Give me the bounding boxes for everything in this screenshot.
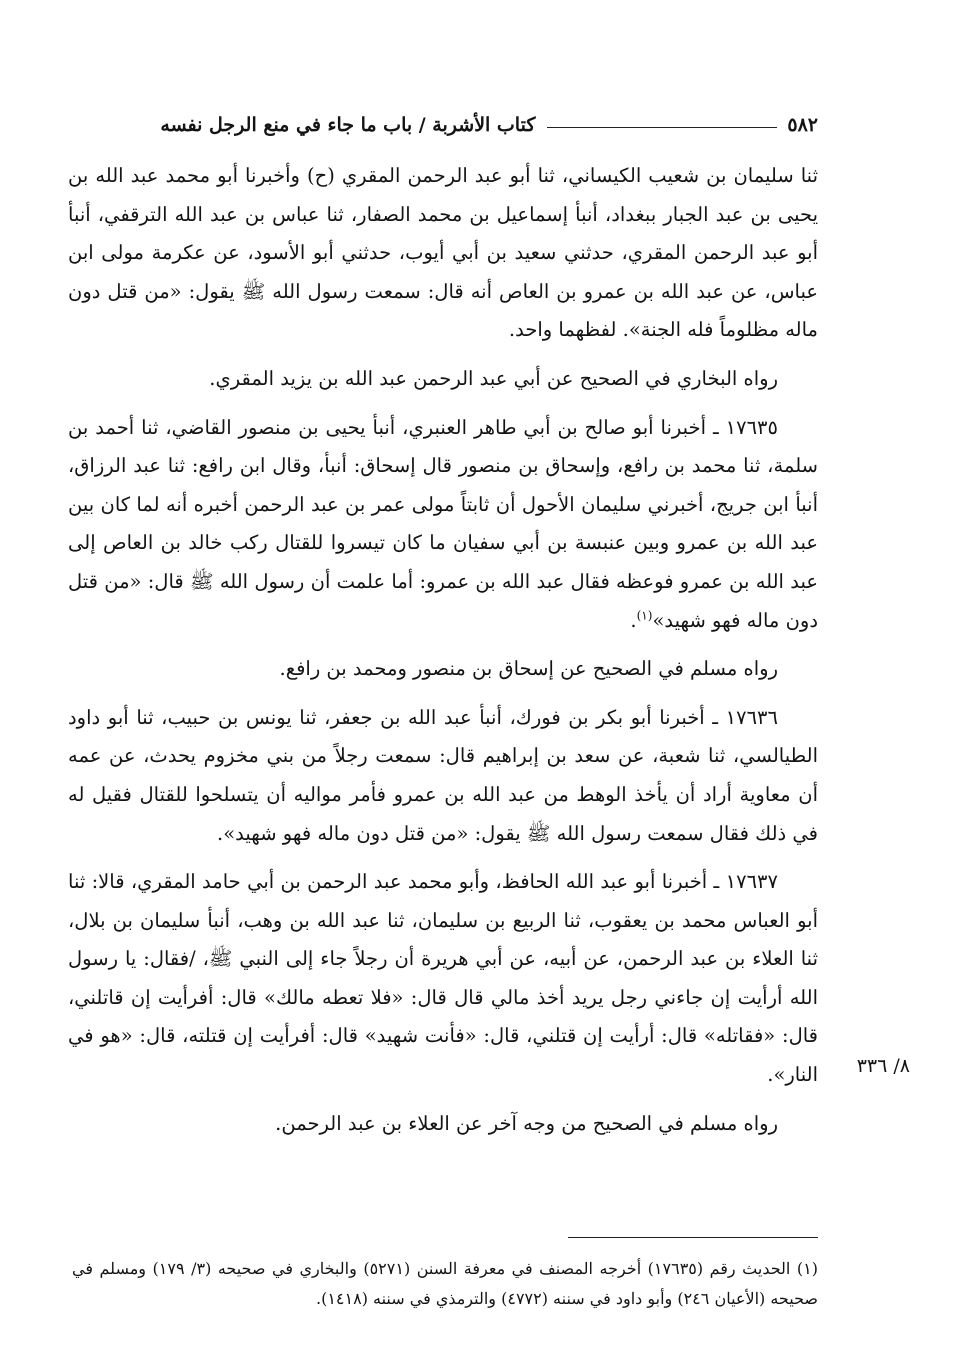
page-number: ٥٨٢ xyxy=(787,114,818,136)
running-title: كتاب الأشربة / باب ما جاء في منع الرجل نفسه xyxy=(160,114,536,136)
margin-reference: ٨/ ٣٣٦ xyxy=(856,1055,910,1077)
paragraph-6: ١٧٦٣٧ ـ أخبرنا أبو عبد الله الحافظ، وأبو محمد عبد الرحمن بن أبي حامد المقري، قالا: ثنا أبو العباس محمد بن يعقوب، ثنا الربيع بن سليمان، ثنا عبد الله بن وهب، أنبأ سليمان بن بلال، ثنا العلاء بن عبد الرحمن، عن أبيه، عن أبي هريرة أن رجلاً جاء إلى النبي ﷺ، /فقال: يا رسول الله أرأيت إن جاءني رجل يريد أخذ مالي قال قال: «فلا تعطه مالك» قال: أفرأيت إن قاتلني، قال: «فقاتله» قال: أرأيت إن قتلني، قال: «فأنت شهيد» قال: أفرأيت إن قتلته، قال: «هو في النار». xyxy=(68,870,818,1087)
footnote-marker-tail: . xyxy=(630,608,637,632)
header-rule xyxy=(547,127,777,128)
paragraph-4: رواه مسلم في الصحيح عن إسحاق بن منصور ومحمد بن رافع. xyxy=(279,657,778,681)
paragraph-3-text: ١٧٦٣٥ ـ أخبرنا أبو صالح بن أبي طاهر العنبري، أنبأ يحيى بن منصور القاضي، ثنا أحمد بن سلمة، ثنا محمد بن رافع، وإسحاق بن منصور قال إسحاق: أنبأ، وقال ابن رافع: ثنا عبد الرزاق، أنبأ ابن جريج، أخبرني سليمان الأحول أن ثابتاً مولى عمر بن عبد الرحمن أخبره أنه لما كان بين عبد الله بن عمرو وبين عنبسة بن أبي سفيان ما كان تيسروا للقتال ركب خالد بن العاص إلى عبد الله بن عمرو فوعظه فقال عبد الله بن عمرو: أما علمت أن رسول الله ﷺ قال: «من قتل دون ماله فهو شهيد» xyxy=(68,415,818,632)
paragraph-5: ١٧٦٣٦ ـ أخبرنا أبو بكر بن فورك، أنبأ عبد الله بن جعفر، ثنا يونس بن حبيب، ثنا أبو داود الطيالسي، ثنا شعبة، عن سعد بن إبراهيم قال: سمعت رجلاً من بني مخزوم يحدث، عن عمه أن معاوية أراد أن يأخذ الوهط من عبد الله بن عمرو فأمر مواليه أن يتسلحوا للقتال فقيل له في ذلك فقال سمعت رسول الله ﷺ يقول: «من قتل دون ماله فهو شهيد». xyxy=(68,705,818,845)
footnote-marker: (١) xyxy=(636,608,653,623)
paragraph-1: ثنا سليمان بن شعيب الكيساني، ثنا أبو عبد الرحمن المقري (ح) وأخبرنا أبو محمد عبد الله بن يحيى بن عبد الجبار ببغداد، أنبأ إسماعيل بن محمد الصفار، ثنا عباس بن عبد الله الترقفي، أنبأ أبو عبد الرحمن المقري، حدثني سعيد بن أبي أيوب، حدثني أبو الأسود، عن عكرمة مولى ابن عباس، عن عبد الله بن عمرو بن العاص أنه قال: سمعت رسول الله ﷺ يقول: «من قتل دون ماله مظلوماً فله الجنة». لفظهما واحد. xyxy=(68,164,818,342)
footnote-rule xyxy=(568,1237,818,1238)
paragraph-3 xyxy=(68,409,818,641)
main-text xyxy=(68,157,818,1143)
running-header xyxy=(68,108,818,142)
paragraph-2: رواه البخاري في الصحيح عن أبي عبد الرحمن عبد الله بن يزيد المقري. xyxy=(209,366,778,390)
paragraph-7: رواه مسلم في الصحيح من وجه آخر عن العلاء بن عبد الرحمن. xyxy=(275,1111,778,1135)
footnotes xyxy=(72,1254,818,1314)
footnote-1: (١) الحديث رقم (١٧٦٣٥) أخرجه المصنف في معرفة السنن (٥٢٧١) والبخاري في صحيحه (٣/ ١٧٩) ومسلم في صحيحه (الأعيان ٢٤٦) وأبو داود في سننه (٤٧٧٢) والترمذي في سننه (١٤١٨). xyxy=(72,1259,818,1308)
